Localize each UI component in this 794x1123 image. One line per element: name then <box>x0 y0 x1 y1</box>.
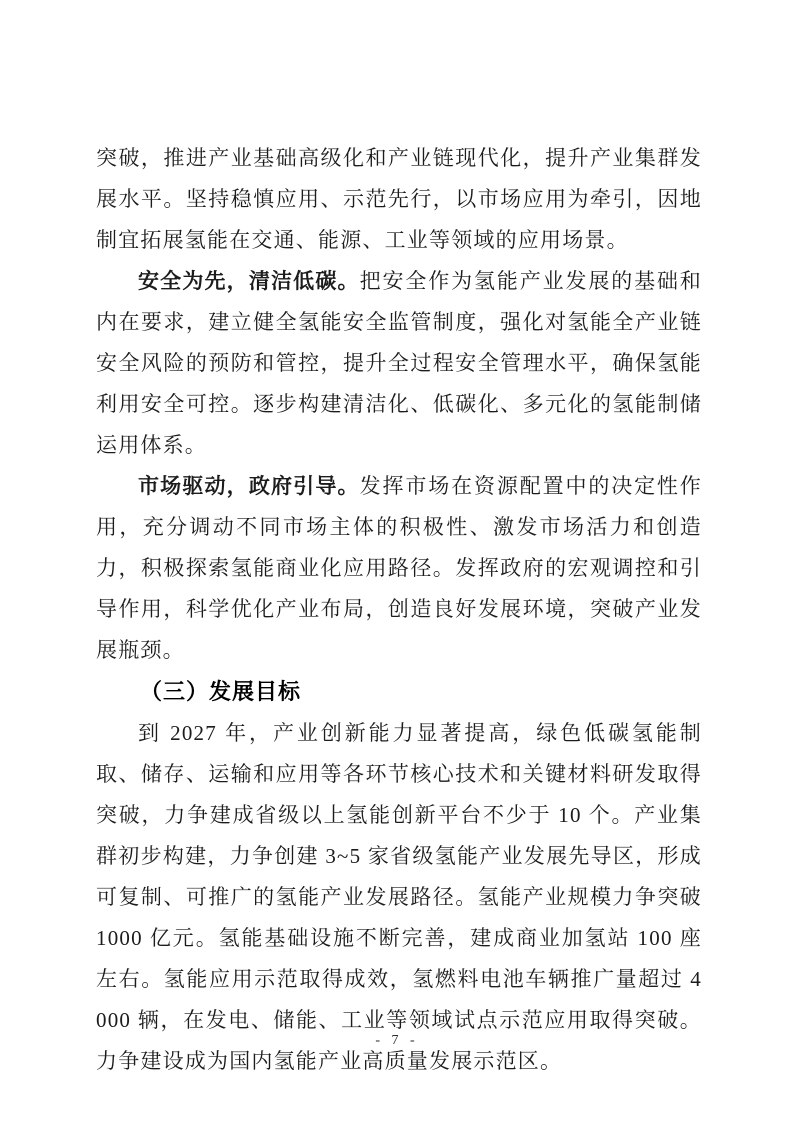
paragraph-text: 到 2027 年，产业创新能力显著提高，绿色低碳氢能制取、储存、运输和应用等各环节核心技术和关键材料研发取得突破，力争建成省级以上氢能创新平台不少于 10 个。产业集群初步构建，力争创建 3~5 家省级氢能产业发展先导区，形成可复制、可推广的氢能产业发展路径。氢能产业规模力争突破 1000 亿元。氢能基础设施不断完善，建成商业加氢站 100 座左右。氢能应用示范取得成效，氢燃料电池车辆推广量超过 4000 辆，在发电、储能、工业等领域试点示范应用取得突破。力争建设成为国内氢能产业高质量发展示范区。 <box>96 721 702 1073</box>
paragraph-application-scenarios <box>96 138 702 261</box>
section-heading-development-goals: （三）发展目标 <box>140 679 302 704</box>
paragraph-text: 突破，推进产业基础高级化和产业链现代化，提升产业集群发展水平。坚持稳慎应用、示范先行，以市场应用为牵引，因地制宜拓展氢能在交通、能源、工业等领域的应用场景。 <box>96 146 702 252</box>
paragraph-text: 把安全作为氢能产业发展的基础和内在要求，建立健全氢能安全监管制度，强化对氢能全产业链安全风险的预防和管控，提升全过程安全管理水平，确保氢能利用安全可控。逐步构建清洁化、低碳化、多元化的氢能制储运用体系。 <box>96 269 703 457</box>
paragraph-bold-lead: 市场驱动，政府引导。 <box>138 474 360 498</box>
paragraph-development-goals <box>96 713 702 1082</box>
paragraph-safety-first-principle <box>96 261 702 466</box>
document-content <box>96 138 702 1082</box>
paragraph-bold-lead: 安全为先，清洁低碳。 <box>138 269 360 293</box>
paragraph-text: 发挥市场在资源配置中的决定性作用，充分调动不同市场主体的积极性、激发市场活力和创造力，积极探索氢能商业化应用路径。发挥政府的宏观调控和引导作用，科学优化产业布局，创造良好发展环境，突破产业发展瓶颈。 <box>96 474 703 662</box>
page-number: - 7 - <box>375 1033 419 1048</box>
paragraph-market-driven-principle <box>96 466 702 671</box>
